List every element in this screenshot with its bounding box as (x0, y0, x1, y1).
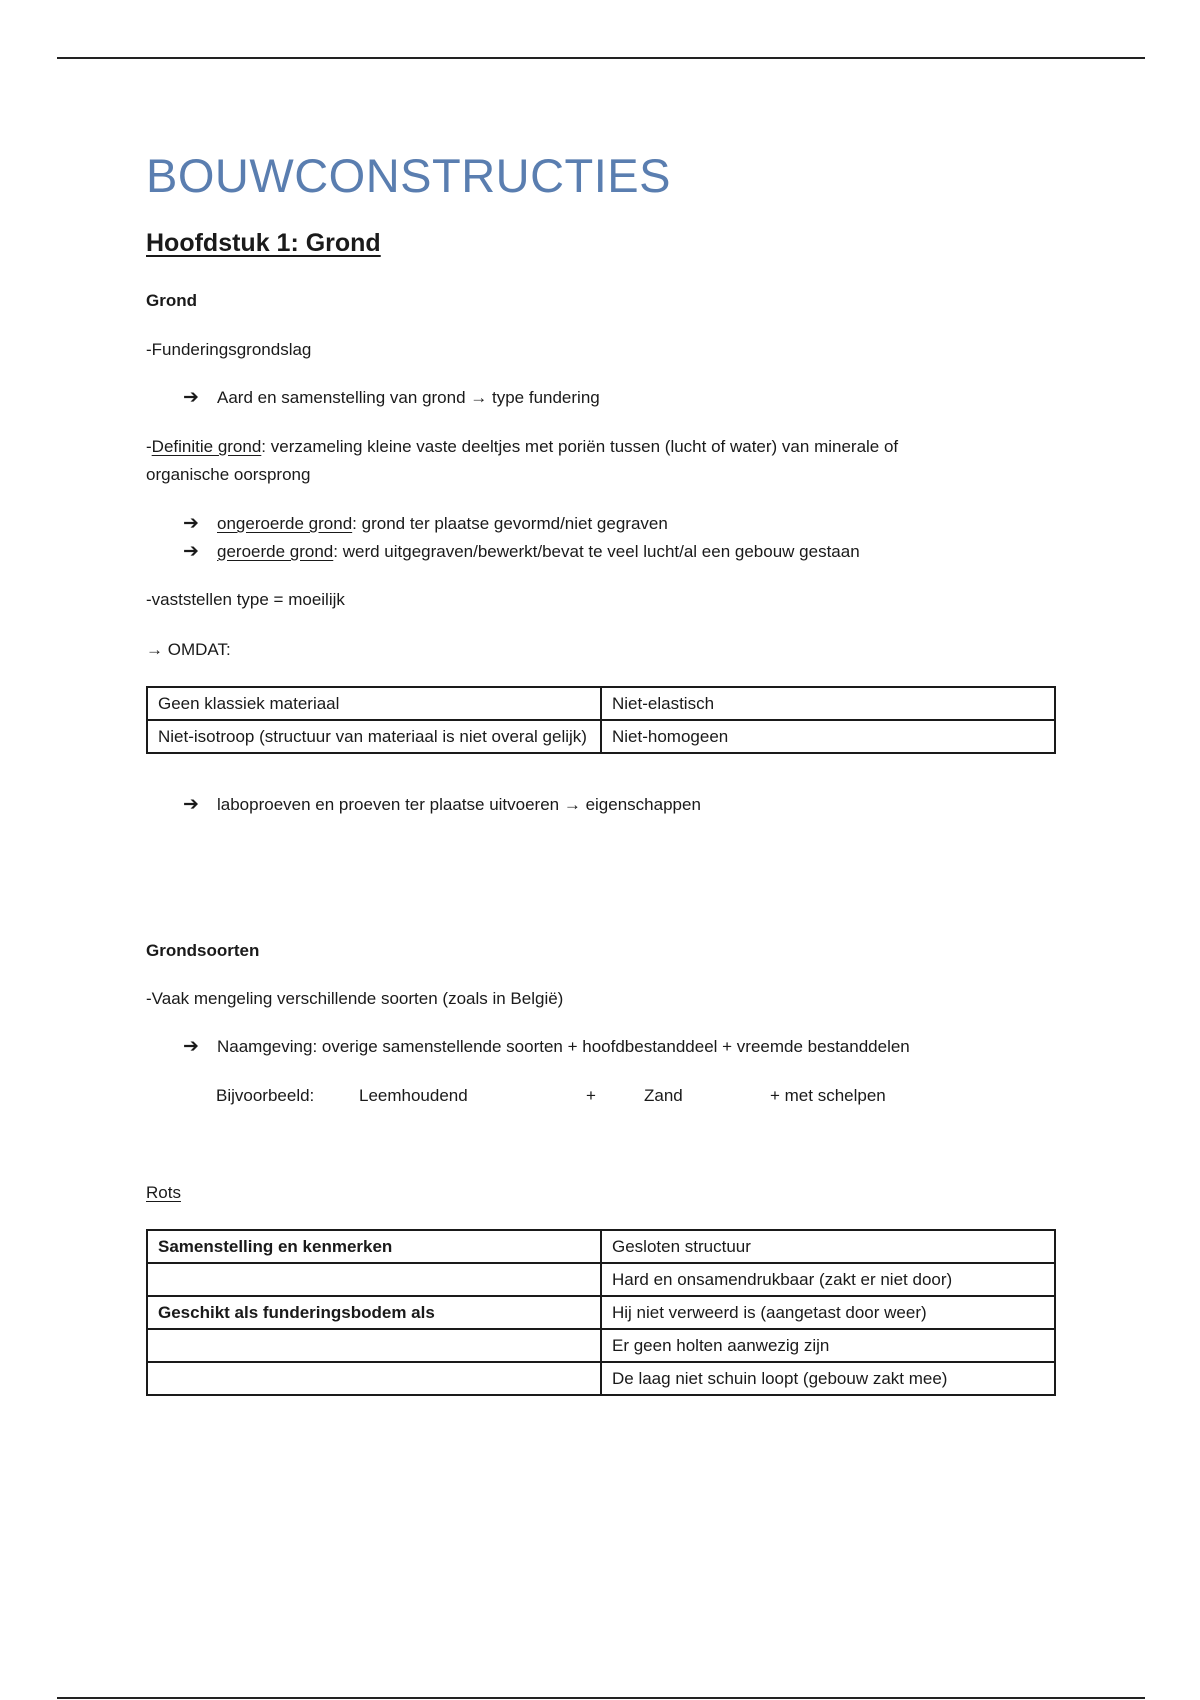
example-part-2: Zand (644, 1086, 683, 1105)
bullet-arrow-icon: ➔ (183, 541, 199, 562)
table-row (147, 1263, 1055, 1296)
example-part-3: + met schelpen (770, 1086, 886, 1105)
table-cell: Gesloten structuur (601, 1230, 1055, 1263)
vaststellen-text: -vaststellen type = moeilijk (146, 590, 345, 609)
table-cell: Geen klassiek materiaal (147, 687, 601, 720)
table-row (147, 687, 1055, 720)
section-heading-rots: Rots (146, 1183, 181, 1202)
document-title: BOUWCONSTRUCTIES (146, 149, 671, 202)
table-row (147, 1230, 1055, 1263)
bullet-arrow-icon: ➔ (183, 794, 199, 815)
bullet-aard: Aard en samenstelling van grond → type fundering (217, 388, 600, 407)
rots-table (146, 1229, 1056, 1396)
funderingsgrondslag-text: -Funderingsgrondslag (146, 340, 312, 359)
header-rule (57, 57, 1145, 59)
table-row (147, 1329, 1055, 1362)
table-cell: De laag niet schuin loopt (gebouw zakt mee) (601, 1362, 1055, 1395)
table-cell: Samenstelling en kenmerken (147, 1230, 601, 1263)
bullet-arrow-icon: ➔ (183, 1036, 199, 1057)
table-cell (147, 1362, 601, 1395)
table-cell: Geschikt als funderingsbodem als (147, 1296, 601, 1329)
bullet-arrow-icon: ➔ (183, 387, 199, 408)
footer-rule (57, 1697, 1145, 1699)
table-cell: Niet-elastisch (601, 687, 1055, 720)
definitie-line-2: organische oorsprong (146, 465, 311, 484)
table-cell: Niet-homogeen (601, 720, 1055, 753)
table-row (147, 1296, 1055, 1329)
example-plus: + (586, 1086, 596, 1105)
definitie-line-1: -Definitie grond: verzameling kleine vaste deeltjes met poriën tussen (lucht of water) van minerale of (146, 437, 899, 456)
table-cell: Hij niet verweerd is (aangetast door weer) (601, 1296, 1055, 1329)
table-cell: Er geen holten aanwezig zijn (601, 1329, 1055, 1362)
bullet-geroerd: geroerde grond: werd uitgegraven/bewerkt/bevat te veel lucht/al een gebouw gestaan (217, 542, 860, 561)
omdat-text: → OMDAT: (146, 640, 231, 659)
example-label: Bijvoorbeeld: (216, 1086, 315, 1105)
table-row (147, 1362, 1055, 1395)
bullet-laboproeven: laboproeven en proeven ter plaatse uitvoeren → eigenschappen (217, 795, 701, 814)
table-cell: Niet-isotroop (structuur van materiaal is niet overal gelijk) (147, 720, 601, 753)
table-cell (147, 1263, 601, 1296)
omdat-table (146, 686, 1056, 754)
example-part-1: Leemhoudend (359, 1086, 468, 1105)
definitie-term: Definitie grond (151, 437, 262, 456)
section-heading-grond: Grond (146, 291, 197, 310)
section-heading-grondsoorten: Grondsoorten (146, 941, 260, 960)
bullet-naamgeving: Naamgeving: overige samenstellende soorten + hoofdbestanddeel + vreemde bestanddelen (217, 1037, 910, 1056)
bullet-ongeroerd: ongeroerde grond: grond ter plaatse gevormd/niet gegraven (217, 514, 668, 533)
table-cell (147, 1329, 601, 1362)
table-row (147, 720, 1055, 753)
bullet-arrow-icon: ➔ (183, 513, 199, 534)
vaak-text: -Vaak mengeling verschillende soorten (zoals in België) (146, 989, 564, 1008)
chapter-heading: Hoofdstuk 1: Grond (146, 229, 381, 257)
table-cell: Hard en onsamendrukbaar (zakt er niet door) (601, 1263, 1055, 1296)
